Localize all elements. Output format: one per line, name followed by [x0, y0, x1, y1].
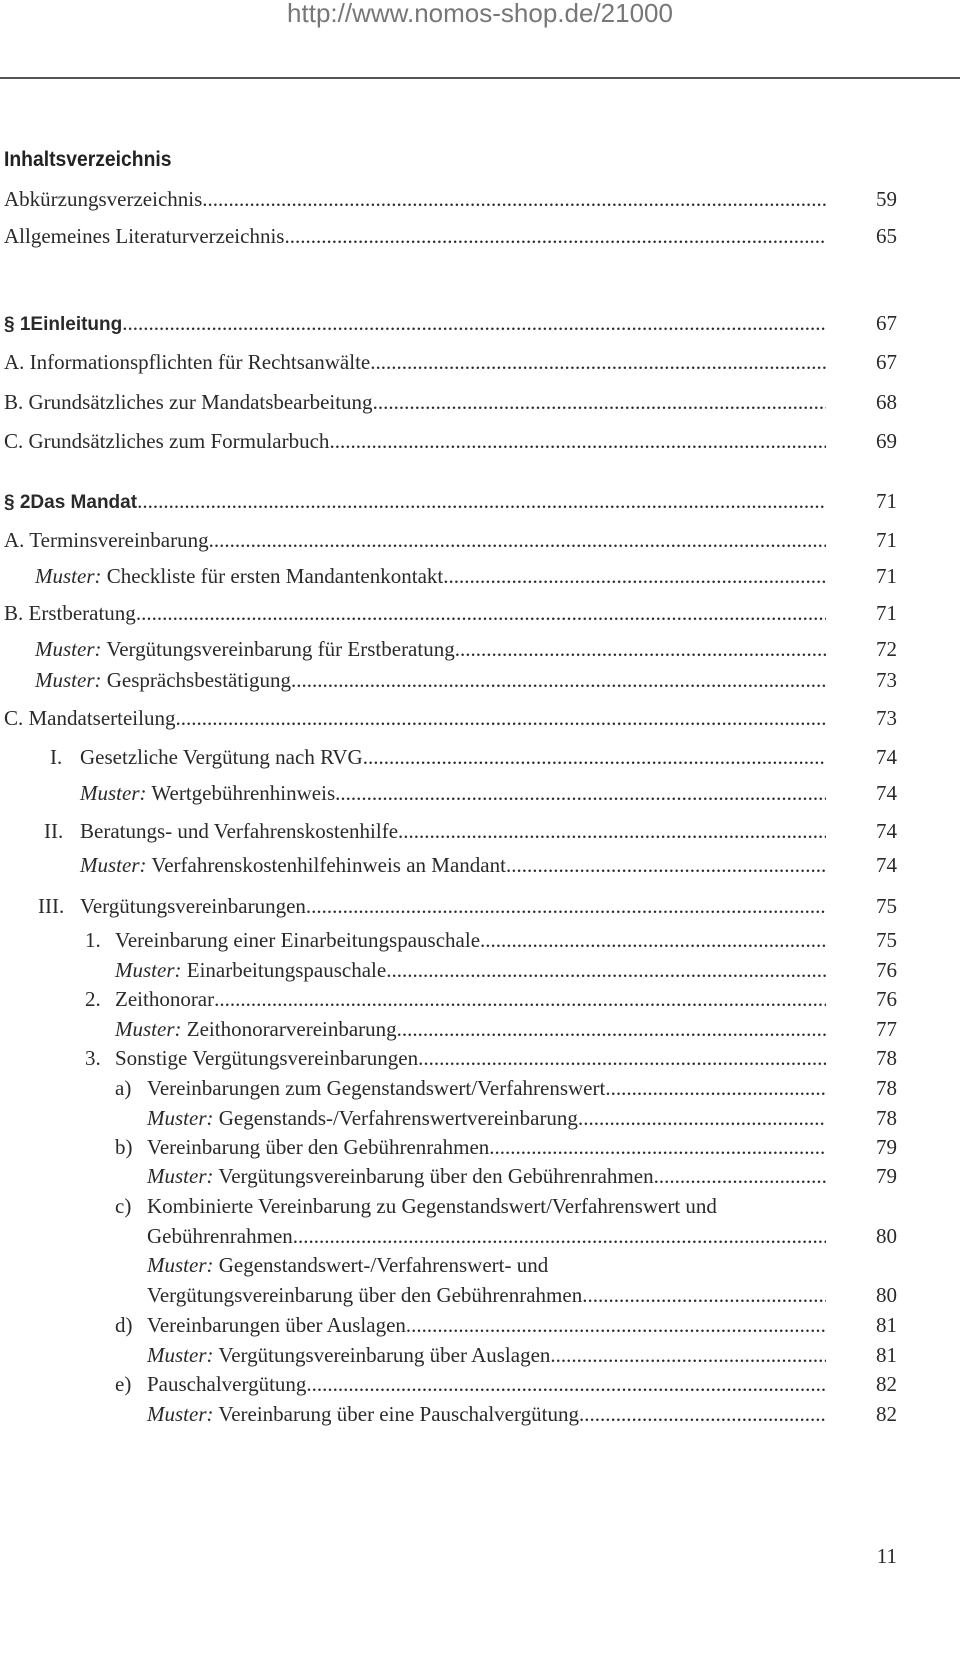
toc-muster-line2[interactable]: [147, 1282, 897, 1308]
muster-label: Muster:: [115, 958, 182, 982]
entry-text: B. Grundsätzliches zur Mandatsbearbeitung: [4, 390, 373, 414]
entry-text: A. Terminsvereinbarung: [4, 528, 209, 552]
page-ref: 71: [876, 601, 897, 625]
toc-chapter[interactable]: [4, 310, 897, 336]
toc-muster[interactable]: [147, 1342, 897, 1368]
toc-entry[interactable]: [115, 1134, 897, 1160]
entry-text: Allgemeines Literaturverzeichnis: [4, 224, 285, 248]
toc-entry[interactable]: [85, 927, 897, 953]
entry-text: Vergütungsvereinbarung über Auslagen: [213, 1343, 551, 1367]
page-number: 11: [876, 1544, 897, 1568]
toc-muster[interactable]: [80, 852, 897, 878]
muster-label: Muster:: [80, 781, 147, 805]
entry-text: Kombinierte Vereinbarung zu Gegenstandswert/Verfahrenswert und: [147, 1194, 717, 1218]
leader-dots: [284, 223, 826, 249]
entry-number: d): [115, 1313, 133, 1337]
page-ref: 80: [876, 1224, 897, 1248]
entry-text: Vereinbarung über eine Pauschalvergütung: [213, 1402, 579, 1426]
page-ref: 68: [876, 390, 897, 414]
muster-label: Muster:: [35, 637, 102, 661]
leader-dots: [122, 310, 826, 336]
toc-entry[interactable]: [85, 1045, 897, 1071]
page-ref: 69: [876, 429, 897, 453]
toc-entry[interactable]: [4, 428, 897, 454]
page-ref: 74: [876, 781, 897, 805]
page-ref: 59: [876, 187, 897, 211]
header-url[interactable]: http://www.nomos-shop.de/21000: [287, 0, 673, 28]
page-title: Inhaltsverzeichnis: [4, 148, 172, 171]
toc-entry[interactable]: [4, 186, 897, 212]
entry-text: Vereinbarungen zum Gegenstandswert/Verfahrenswert: [147, 1076, 606, 1100]
page-ref: 82: [876, 1402, 897, 1426]
leader-dots: [397, 1016, 826, 1042]
entry-text: Zeithonorarvereinbarung: [181, 1017, 397, 1041]
leader-dots: [579, 1401, 826, 1427]
entry-number: 3.: [85, 1046, 101, 1070]
page-ref: 81: [876, 1313, 897, 1337]
entry-text: Gesprächsbestätigung: [101, 668, 292, 692]
leader-dots: [418, 1045, 826, 1071]
toc-entry[interactable]: [50, 744, 897, 770]
page-ref: 79: [876, 1135, 897, 1159]
entry-text: Vergütungsvereinbarungen: [80, 894, 306, 918]
page-ref: 74: [876, 745, 897, 769]
leader-dots: [480, 927, 826, 953]
leader-dots: [654, 1163, 826, 1189]
page-ref: 72: [876, 637, 897, 661]
toc-muster[interactable]: [35, 636, 897, 662]
page-ref: 76: [876, 958, 897, 982]
toc-muster[interactable]: [115, 1016, 897, 1042]
leader-dots: [306, 893, 826, 919]
page-ref: 67: [876, 311, 897, 335]
muster-label: Muster:: [147, 1253, 214, 1277]
leader-dots: [306, 1371, 826, 1397]
page-ref: 71: [876, 489, 897, 513]
page-ref: 75: [876, 928, 897, 952]
toc-muster[interactable]: [80, 780, 897, 806]
page-ref: 65: [876, 224, 897, 248]
entry-number: I.: [50, 745, 63, 769]
page-ref: 81: [876, 1343, 897, 1367]
entry-text: Zeithonorar: [115, 987, 215, 1011]
toc-entry[interactable]: [115, 1371, 897, 1397]
page-ref: 78: [876, 1046, 897, 1070]
muster-label: Muster:: [147, 1164, 214, 1188]
leader-dots: [209, 527, 826, 553]
leader-dots: [578, 1105, 826, 1131]
page-ref: 74: [876, 853, 897, 877]
page-ref: 79: [876, 1164, 897, 1188]
toc-entry[interactable]: [115, 1312, 897, 1338]
toc-muster[interactable]: [147, 1401, 897, 1427]
page-ref: 75: [876, 894, 897, 918]
entry-text: Gebührenrahmen: [147, 1224, 293, 1248]
entry-text: Gegenstandswert-/Verfahrenswert- und: [213, 1253, 549, 1277]
page-ref: 82: [876, 1372, 897, 1396]
muster-label: Muster:: [147, 1402, 214, 1426]
entry-number: 2.: [85, 987, 101, 1011]
entry-text: Sonstige Vergütungsvereinbarungen: [115, 1046, 419, 1070]
muster-label: Muster:: [35, 668, 102, 692]
leader-dots: [175, 705, 826, 731]
entry-text: Gegenstands-/Verfahrenswertvereinbarung: [213, 1106, 578, 1130]
entry-text: C. Mandatserteilung: [4, 706, 176, 730]
toc-entry[interactable]: [4, 349, 897, 375]
leader-dots: [136, 600, 826, 626]
entry-text: Pauschalvergütung: [147, 1372, 307, 1396]
leader-dots: [202, 186, 826, 212]
entry-text: A. Informationspflichten für Rechtsanwälte: [4, 350, 371, 374]
leader-dots: [373, 389, 826, 415]
chapter-title: Einleitung: [30, 314, 123, 335]
leader-dots: [455, 636, 826, 662]
page-ref: 80: [876, 1283, 897, 1307]
entry-text: Abkürzungsverzeichnis: [4, 187, 203, 211]
toc-muster[interactable]: [35, 563, 897, 589]
chapter-number: § 1: [4, 314, 31, 335]
toc-entry[interactable]: [115, 1075, 897, 1101]
leader-dots: [605, 1075, 826, 1101]
toc-entry[interactable]: [38, 893, 897, 919]
toc-muster[interactable]: [115, 957, 897, 983]
entry-text: Vereinbarungen über Auslagen: [147, 1313, 406, 1337]
leader-dots: [335, 780, 826, 806]
header-rule: [0, 77, 960, 79]
leader-dots: [291, 667, 826, 693]
leader-dots: [489, 1134, 826, 1160]
chapter-number: § 2: [4, 492, 31, 513]
leader-dots: [582, 1282, 826, 1308]
page-ref: 71: [876, 528, 897, 552]
entry-text: C. Grundsätzliches zum Formularbuch: [4, 429, 330, 453]
toc-entry[interactable]: [4, 389, 897, 415]
toc-entry-line2[interactable]: [147, 1223, 897, 1249]
leader-dots: [363, 744, 826, 770]
entry-number: 1.: [85, 928, 101, 952]
page-ref: 78: [876, 1106, 897, 1130]
page-ref: 71: [876, 564, 897, 588]
page-ref: 74: [876, 819, 897, 843]
entry-number: III.: [38, 894, 65, 918]
entry-number: b): [115, 1135, 133, 1159]
leader-dots: [214, 986, 826, 1012]
muster-label: Muster:: [115, 1017, 182, 1041]
entry-text: Vergütungsvereinbarung über den Gebührenrahmen: [213, 1164, 654, 1188]
page-ref: 73: [876, 668, 897, 692]
entry-number: a): [115, 1076, 132, 1100]
toc-entry[interactable]: [85, 986, 897, 1012]
toc-chapter[interactable]: [4, 488, 897, 514]
entry-text: Vereinbarung über den Gebührenrahmen: [147, 1135, 490, 1159]
muster-label: Muster:: [147, 1343, 214, 1367]
entry-text: Verfahrenskostenhilfehinweis an Mandant: [146, 853, 506, 877]
entry-text: Beratungs- und Verfahrenskostenhilfe: [80, 819, 399, 843]
muster-label: Muster:: [147, 1106, 214, 1130]
entry-text: Checkliste für ersten Mandantenkontakt: [101, 564, 444, 588]
leader-dots: [137, 488, 826, 514]
muster-label: Muster:: [35, 564, 102, 588]
toc-entry[interactable]: [4, 705, 897, 731]
toc-entry[interactable]: [4, 223, 897, 249]
leader-dots: [293, 1223, 826, 1249]
leader-dots: [386, 957, 826, 983]
leader-dots: [398, 818, 826, 844]
page-ref: 67: [876, 350, 897, 374]
entry-text: Gesetzliche Vergütung nach RVG: [80, 745, 363, 769]
entry-number: II.: [44, 819, 64, 843]
leader-dots: [550, 1342, 826, 1368]
toc-muster[interactable]: [35, 667, 897, 693]
entry-text: Einarbeitungspauschale: [181, 958, 387, 982]
leader-dots: [443, 563, 826, 589]
toc-entry[interactable]: [4, 600, 897, 626]
page-ref: 73: [876, 706, 897, 730]
leader-dots: [506, 852, 826, 878]
toc-entry[interactable]: [44, 818, 897, 844]
toc-entry-line1[interactable]: [115, 1193, 717, 1219]
page-ref: 77: [876, 1017, 897, 1041]
entry-text: Wertgebührenhinweis: [146, 781, 336, 805]
muster-label: Muster:: [80, 853, 147, 877]
toc-muster[interactable]: [147, 1163, 897, 1189]
leader-dots: [406, 1312, 826, 1338]
toc-muster[interactable]: [147, 1105, 897, 1131]
entry-text: Vergütungsvereinbarung über den Gebührenrahmen: [147, 1283, 583, 1307]
page-ref: 76: [876, 987, 897, 1011]
leader-dots: [329, 428, 826, 454]
leader-dots: [370, 349, 826, 375]
entry-text: Vergütungsvereinbarung für Erstberatung: [101, 637, 455, 661]
toc-muster-line1[interactable]: [147, 1252, 548, 1278]
entry-number: c): [115, 1194, 132, 1218]
toc-entry[interactable]: [4, 527, 897, 553]
chapter-title: Das Mandat: [30, 492, 138, 513]
page-ref: 78: [876, 1076, 897, 1100]
entry-text: Vereinbarung einer Einarbeitungspauschale: [115, 928, 481, 952]
entry-number: e): [115, 1372, 132, 1396]
entry-text: B. Erstberatung: [4, 601, 136, 625]
